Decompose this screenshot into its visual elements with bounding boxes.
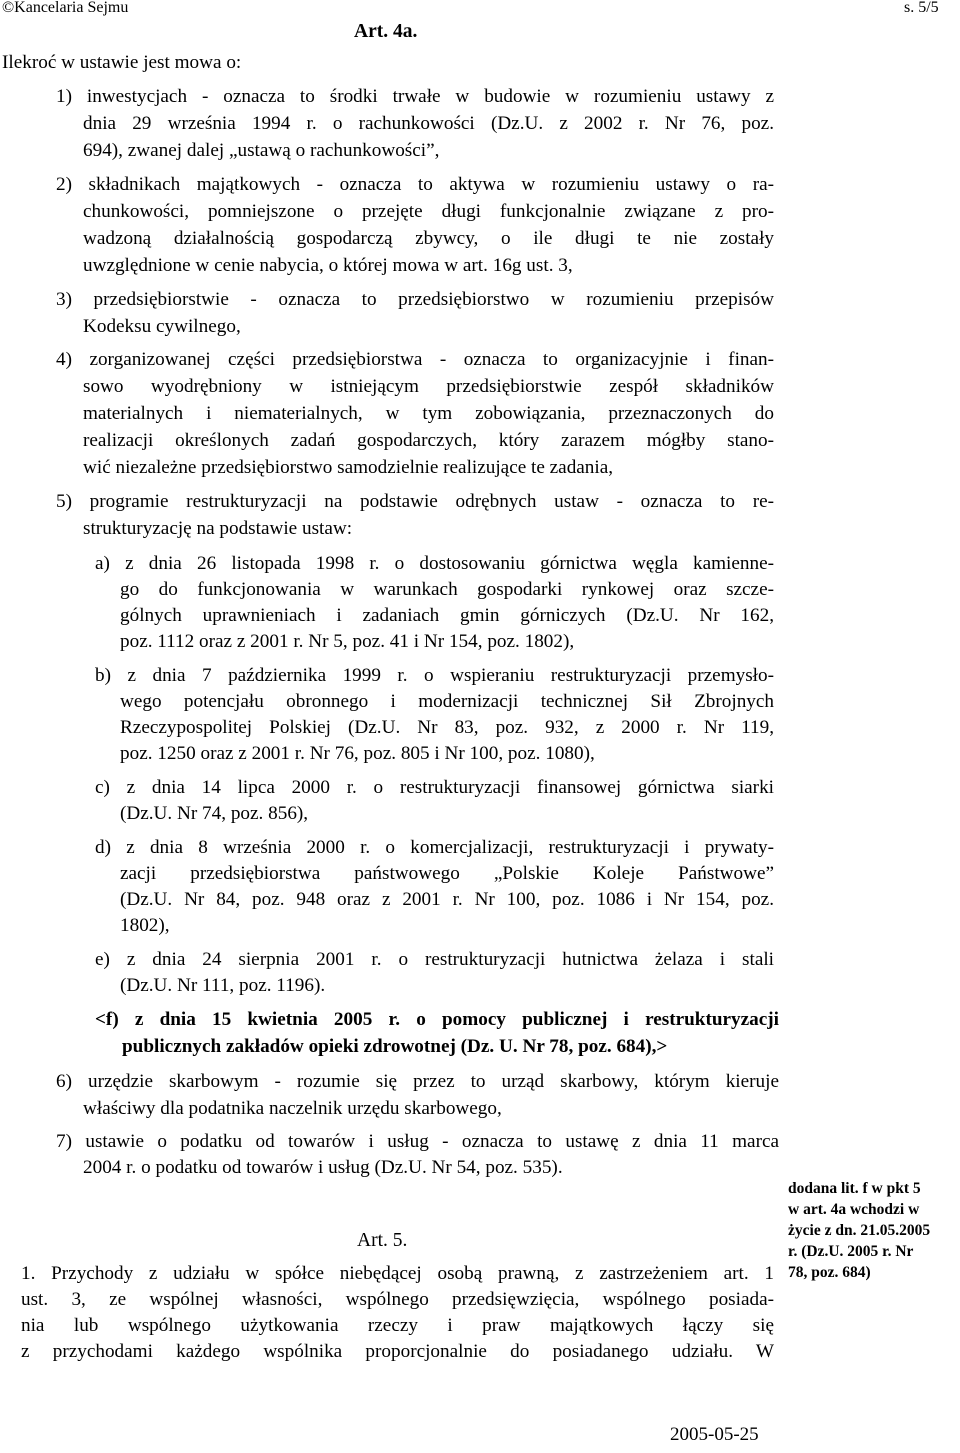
point-6-line: 6) urzędzie skarbowym - rozumie się przez to urząd skarbowy, którym kieruje bbox=[56, 1071, 779, 1092]
point-4-line: 4) zorganizowanej części przedsiębiorstwa - oznacza to organizacyjnie i finan- bbox=[56, 349, 774, 370]
article-5-line: nia lub wspólnego użytkowania rzeczy i praw majątkowych łączy się bbox=[21, 1315, 774, 1336]
point-3-line: 3) przedsiębiorstwie - oznacza to przedsiębiorstwo w rozumieniu przepisów bbox=[56, 289, 774, 310]
subpoint-b-line: poz. 1250 oraz z 2001 r. Nr 76, poz. 805 i Nr 100, poz. 1080), bbox=[120, 743, 595, 764]
point-7-line: 2004 r. o podatku od towarów i usług (Dz.U. Nr 54, poz. 535). bbox=[83, 1157, 563, 1178]
point-5-line: strukturyzację na podstawie ustaw: bbox=[83, 518, 353, 539]
margin-note-line: życie z dn. 21.05.2005 bbox=[788, 1222, 931, 1239]
footer-date: 2005-05-25 bbox=[670, 1424, 759, 1445]
subpoint-a-line: a) z dnia 26 listopada 1998 r. o dostosowaniu górnictwa węgla kamienne- bbox=[95, 553, 774, 574]
point-4-line: materialnych i niematerialnych, w tym zobowiązania, przeznaczonych do bbox=[83, 403, 774, 424]
article-5-line: 1. Przychody z udziału w spółce niebędącej osobą prawną, z zastrzeżeniem art. 1 bbox=[21, 1263, 774, 1284]
subpoint-e-line: e) z dnia 24 sierpnia 2001 r. o restrukturyzacji hutnictwa żelaza i stali bbox=[95, 949, 774, 970]
subpoint-a-line: poz. 1112 oraz z 2001 r. Nr 5, poz. 41 i Nr 154, poz. 1802), bbox=[120, 631, 575, 652]
subpoint-e-line: (Dz.U. Nr 111, poz. 1196). bbox=[120, 975, 326, 996]
article-5-line: z przychodami każdego wspólnika proporcjonalnie do posiadanego udziału. W bbox=[21, 1341, 774, 1362]
point-5-line: 5) programie restrukturyzacji na podstawie odrębnych ustaw - oznacza to re- bbox=[56, 491, 774, 512]
subpoint-b-line: wego potencjału obronnego i modernizacji technicznej Sił Zbrojnych bbox=[120, 691, 774, 712]
subpoint-f-line: publicznych zakładów opieki zdrowotnej (Dz. U. Nr 78, poz. 684),> bbox=[122, 1036, 668, 1057]
subpoint-d-line: (Dz.U. Nr 84, poz. 948 oraz z 2001 r. Nr 100, poz. 1086 i Nr 154, poz. bbox=[120, 889, 774, 910]
subpoint-b-line: Rzeczypospolitej Polskiej (Dz.U. Nr 83, poz. 932, z 2000 r. Nr 119, bbox=[120, 717, 774, 738]
point-7-line: 7) ustawie o podatku od towarów i usług - oznacza to ustawę z dnia 11 marca bbox=[56, 1131, 779, 1152]
point-2-line: 2) składnikach majątkowych - oznacza to aktywa w rozumieniu ustawy o ra- bbox=[56, 174, 774, 195]
subpoint-a-line: gólnych uprawnieniach i zadaniach gmin górniczych (Dz.U. Nr 162, bbox=[120, 605, 774, 626]
subpoint-c-line: c) z dnia 14 lipca 2000 r. o restrukturyzacji finansowej górnictwa siarki bbox=[95, 777, 774, 798]
point-1-line: 1) inwestycjach - oznacza to środki trwałe w budowie w rozumieniu ustawy z bbox=[56, 86, 774, 107]
header-page-number: s. 5/5 bbox=[904, 0, 939, 16]
margin-note-line: dodana lit. f w pkt 5 bbox=[788, 1180, 921, 1197]
point-3-line: Kodeksu cywilnego, bbox=[83, 316, 241, 337]
subpoint-d-line: zacji przedsiębiorstwa państwowego „Polskie Koleje Państwowe” bbox=[120, 863, 774, 884]
point-4-line: realizacji określonych zadań gospodarczych, który zarazem mógłby stano- bbox=[83, 430, 774, 451]
point-2-line: uwzględnione w cenie nabycia, o której mowa w art. 16g ust. 3, bbox=[83, 255, 573, 276]
point-4-line: sowo wyodrębniony w istniejącym przedsiębiorstwie zespół składników bbox=[83, 376, 774, 397]
article-4a-title: Art. 4a. bbox=[354, 21, 418, 42]
margin-note-line: r. (Dz.U. 2005 r. Nr bbox=[788, 1243, 914, 1260]
margin-note-line: w art. 4a wchodzi w bbox=[788, 1201, 920, 1218]
subpoint-b-line: b) z dnia 7 października 1999 r. o wspieraniu restrukturyzacji przemysło- bbox=[95, 665, 774, 686]
point-2-line: wadzoną działalnością gospodarczą zbywcy, o ile długi te nie zostały bbox=[83, 228, 774, 249]
point-2-line: chunkowości, pomniejszone o przejęte długi funkcjonalnie związane z pro- bbox=[83, 201, 774, 222]
margin-note bbox=[788, 1178, 960, 1283]
point-1-line: dnia 29 września 1994 r. o rachunkowości (Dz.U. z 2002 r. Nr 76, poz. bbox=[83, 113, 774, 134]
subpoint-a-line: go do funkcjonowania w warunkach gospodarki rynkowej oraz szcze- bbox=[120, 579, 774, 600]
point-1-line: 694), zwanej dalej „ustawą o rachunkowości”, bbox=[83, 140, 440, 161]
subpoint-d-line: d) z dnia 8 września 2000 r. o komercjalizacji, restrukturyzacji i prywaty- bbox=[95, 837, 774, 858]
point-6-line: właściwy dla podatnika naczelnik urzędu skarbowego, bbox=[83, 1098, 502, 1119]
header-source: ©Kancelaria Sejmu bbox=[2, 0, 129, 16]
subpoint-c-line: (Dz.U. Nr 74, poz. 856), bbox=[120, 803, 309, 824]
article-4a-intro: Ilekroć w ustawie jest mowa o: bbox=[2, 52, 242, 73]
article-5-line: ust. 3, ze wspólnej własności, wspólnego przedsięwzięcia, wspólnego posiada- bbox=[21, 1289, 774, 1310]
subpoint-f-line: <f) z dnia 15 kwietnia 2005 r. o pomocy publicznej i restrukturyzacji bbox=[95, 1009, 779, 1030]
article-5-title: Art. 5. bbox=[357, 1230, 408, 1251]
subpoint-d-line: 1802), bbox=[120, 915, 170, 936]
margin-note-line: 78, poz. 684) bbox=[788, 1264, 871, 1281]
point-4-line: wić niezależne przedsiębiorstwo samodzielnie realizujące te zadania, bbox=[83, 457, 614, 478]
